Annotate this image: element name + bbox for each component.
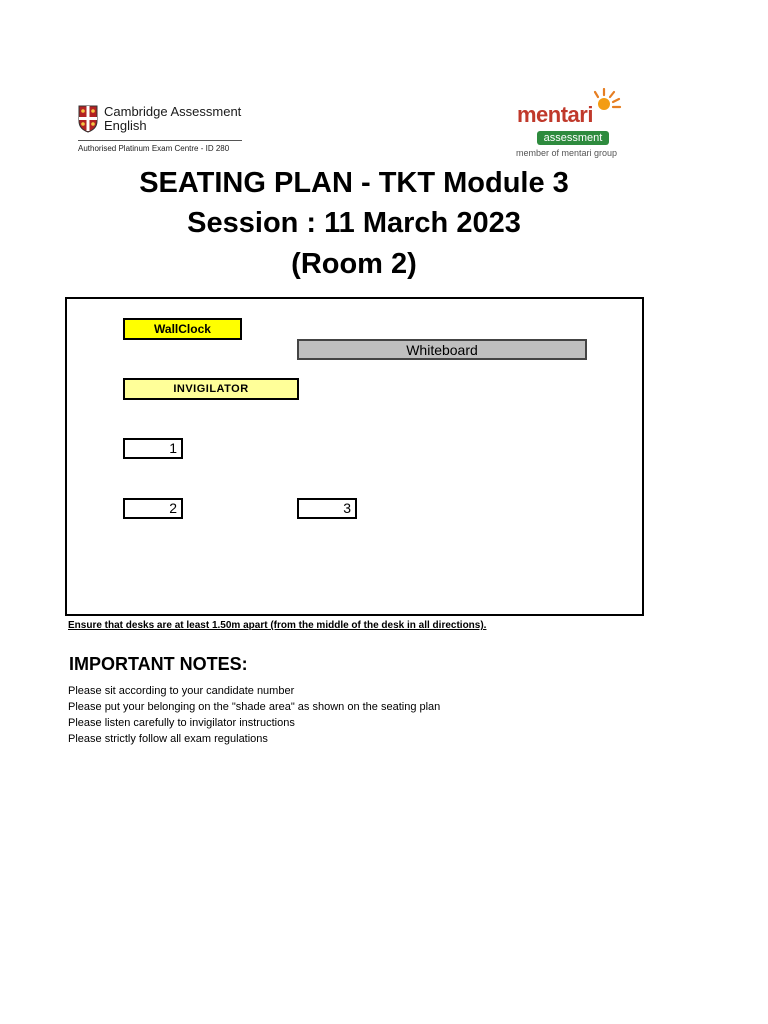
cambridge-line2: English <box>104 118 147 133</box>
cambridge-name <box>104 105 241 133</box>
sun-icon <box>588 88 628 114</box>
mentari-wordmark: mentari <box>517 102 593 127</box>
invigilator-label: INVIGILATOR <box>123 378 299 400</box>
desk-3: 3 <box>297 498 357 519</box>
room-plan <box>65 297 644 616</box>
cambridge-shield-icon <box>78 105 98 133</box>
cambridge-subtitle: Authorised Platinum Exam Centre - ID 280 <box>78 144 230 153</box>
room-label: (Room 2) <box>291 248 417 280</box>
wallclock-label: WallClock <box>123 318 242 340</box>
mentari-subtitle: member of mentari group <box>516 148 618 158</box>
note-item: Please strictly follow all exam regulations <box>68 733 268 745</box>
note-item: Please sit according to your candidate number <box>68 685 295 697</box>
whiteboard-label: Whiteboard <box>297 339 587 360</box>
notes-list <box>68 683 440 747</box>
desk-2: 2 <box>123 498 183 519</box>
notes-heading: IMPORTANT NOTES: <box>69 654 248 674</box>
note-item: Please put your belonging on the "shade area" as shown on the seating plan <box>68 701 441 713</box>
desk-1: 1 <box>123 438 183 459</box>
session-date: Session : 11 March 2023 <box>187 207 521 239</box>
mentari-assessment-pill: assessment <box>537 131 609 145</box>
page-title: SEATING PLAN - TKT Module 3 <box>139 167 569 199</box>
note-item: Please listen carefully to invigilator instructions <box>68 717 295 729</box>
cambridge-line1: Cambridge Assessment <box>104 104 242 119</box>
cambridge-logo <box>78 104 244 154</box>
cambridge-divider <box>78 140 242 141</box>
mentari-logo <box>514 88 634 162</box>
desk-spacing-note: Ensure that desks are at least 1.50m apart (from the middle of the desk in all directions). <box>68 620 487 631</box>
